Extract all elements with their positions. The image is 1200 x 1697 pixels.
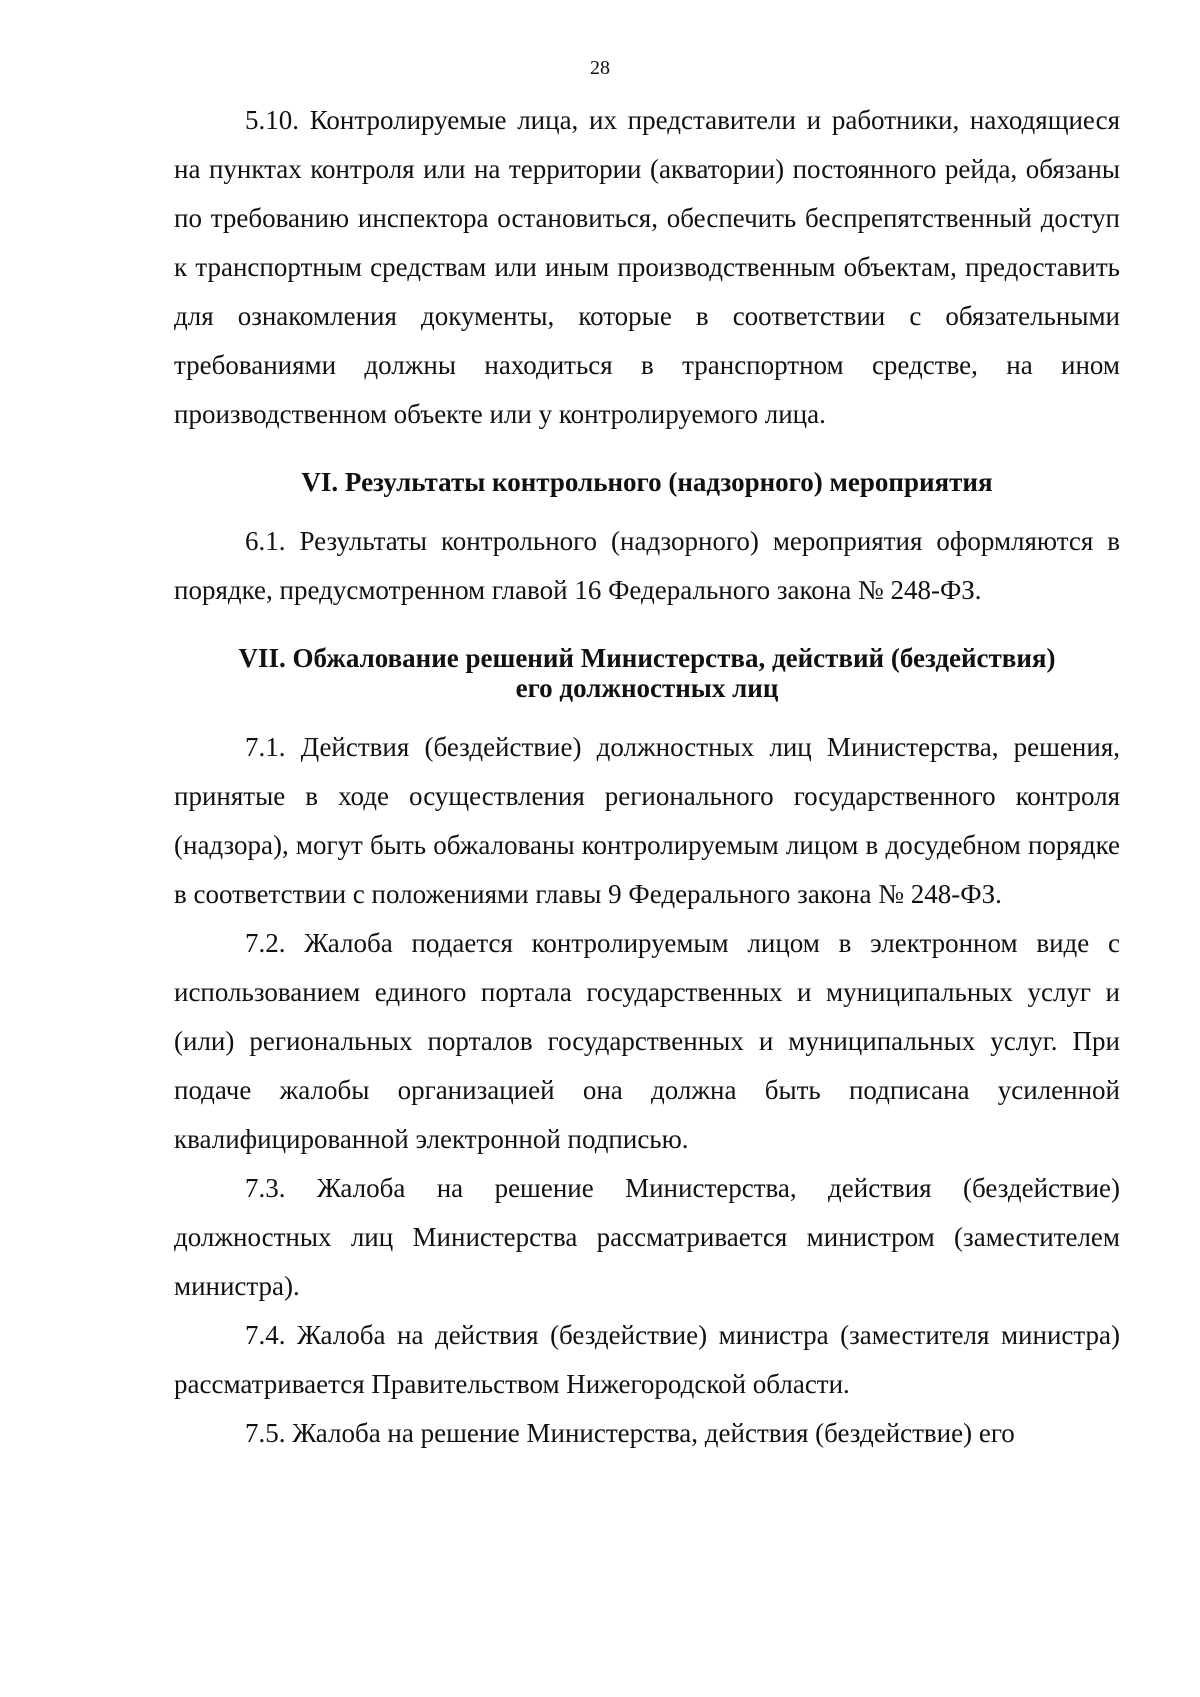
section-7-heading-line1: VII. Обжалование решений Министерства, действий (бездействия) xyxy=(238,643,1056,673)
page-number: 28 xyxy=(590,57,610,79)
section-7-heading-line2: его должностных лиц xyxy=(515,673,779,703)
paragraph-7-1: 7.1. Действия (бездействие) должностных лиц Министерства, решения, принятые в ходе осуществления регионального государственного контроля (надзора), могут быть обжалованы контролируемым лицом в досудебном порядке в соответствии с положениями главы 9 Федерального закона № 248-ФЗ. xyxy=(174,732,1120,909)
paragraph-6-1: 6.1. Результаты контрольного (надзорного) мероприятия оформляются в порядке, предусмотренном главой 16 Федерального закона № 248-ФЗ. xyxy=(174,526,1120,605)
paragraph-7-4: 7.4. Жалоба на действия (бездействие) министра (заместителя министра) рассматривается Правительством Нижегородской области. xyxy=(174,1320,1120,1399)
document-body xyxy=(174,96,1120,1458)
section-7-heading xyxy=(174,643,1120,703)
section-6-heading: VI. Результаты контрольного (надзорного) мероприятия xyxy=(301,467,993,497)
paragraph-7-5: 7.5. Жалоба на решение Министерства, действия (бездействие) его xyxy=(245,1418,1015,1448)
paragraph-7-2: 7.2. Жалоба подается контролируемым лицом в электронном виде с использованием единого портала государственных и муниципальных услуг и (или) региональных порталов государственных и муниципальных услуг. При подаче жалобы организацией она должна быть подписана усиленной квалифицированной электронной подписью. xyxy=(174,928,1120,1154)
paragraph-5-10: 5.10. Контролируемые лица, их представители и работники, находящиеся на пунктах контроля или на территории (акватории) постоянного рейда, обязаны по требованию инспектора остановиться, обеспечить беспрепятственный доступ к транспортным средствам или иным производственным объектам, предоставить для ознакомления документы, которые в соответствии с обязательными требованиями должны находиться в транспортном средстве, на ином производственном объекте или у контролируемого лица. xyxy=(174,105,1120,429)
paragraph-7-3: 7.3. Жалоба на решение Министерства, действия (бездействие) должностных лиц Министерства рассматривается министром (заместителем министра). xyxy=(174,1173,1120,1301)
